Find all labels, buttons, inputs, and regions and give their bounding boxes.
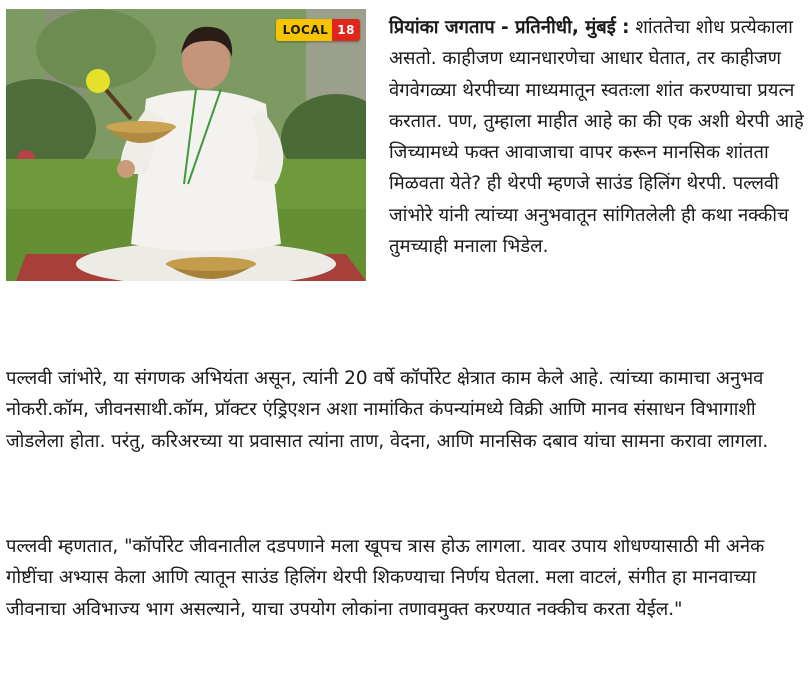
local18-logo <box>276 19 360 41</box>
article-lead <box>0 0 811 345</box>
body-paragraph-2: पल्लवी म्हणतात, "कॉर्पोरेट जीवनातील दडपणाने मला खूपच त्रास होऊ लागला. यावर उपाय शोधण्यासाठी मी अनेक गोष्टींचा अभ्यास केला आणि त्यातून साउंड हिलिंग थेरपी शिकण्याचा निर्णय घेतला. मला वाटलं, संगीत हा मानवाच्या जीवनाचा अविभाज्य भाग असल्याने, याचा उपयोग लोकांना तणावमुक्त करण्यात नक्कीच करता येईल." <box>6 536 765 620</box>
lead-paragraph <box>389 12 809 262</box>
body-paragraph-1: पल्लवी जांभोरे, या संगणक अभियंता असून, त्यांनी 20 वर्षे कॉर्पोरेट क्षेत्रात काम केले आहे. त्यांच्या कामाचा अनुभव नोकरी.कॉम, जीवनसाथी.कॉम, प्रॉक्टर एंड्रिएशन अशा नामांकित कंपन्यांमध्ये विक्री आणि मानव संसाधन विभागाशी जोडलेला होता. परंतु, करिअरच्या या प्रवासात त्यांना ताण, वेदना, आणि मानसिक दबाव यांचा सामना करावा लागला. <box>6 368 769 452</box>
sound-healing-photo <box>6 9 366 281</box>
logo-number: 18 <box>332 19 360 41</box>
article-photo <box>6 9 366 281</box>
lead-text: शांततेचा शोध प्रत्येकाला असतो. काहीजण ध्यानधारणेचा आधार घेतात, तर काहीजण वेगवेगळ्या थेरपीच्या माध्यमातून स्वतःला शांत करण्याचा प्रयत्न करतात. पण, तुम्हाला माहीत आहे का की एक अशी थेरपी आहे जिच्यामध्ये फक्त आवाजाचा वापर करून मानसिक शांतता मिळवता येते? ही थेरपी म्हणजे साउंड हिलिंग थेरपी. पल्लवी जांभोरे यांनी त्यांच्या अनुभवातून सांगितलेली ही कथा नक्कीच तुमच्याही मनाला भिडेल. <box>389 17 804 258</box>
byline: प्रियांका जगताप - प्रतिनीधी, मुंबई : <box>389 17 630 38</box>
logo-word: LOCAL <box>276 19 333 41</box>
